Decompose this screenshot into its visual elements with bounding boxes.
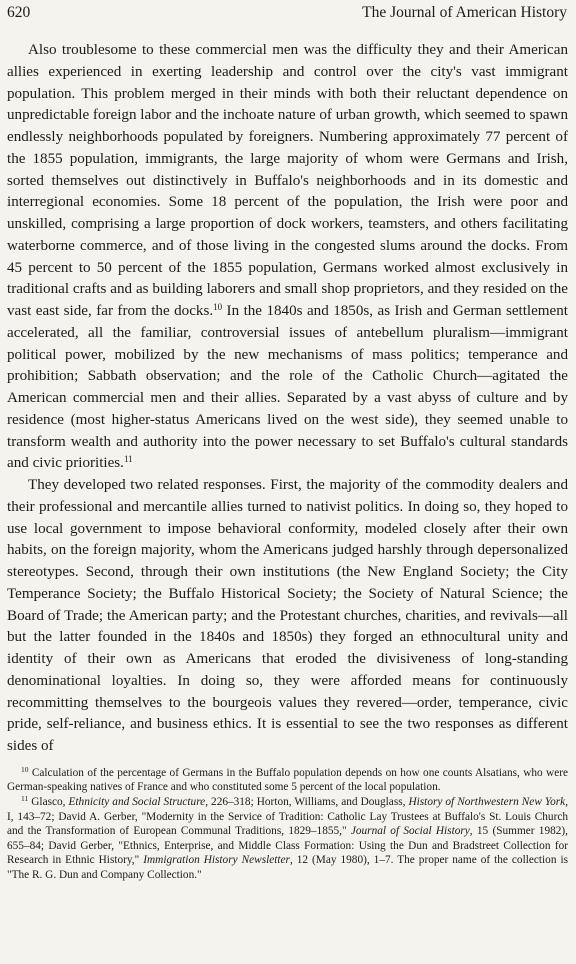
- footnote-text: , 226–318; Horton, Williams, and Douglass,: [205, 795, 409, 808]
- footnote-text: , 15 (Summer 1982), 655–84; David Gerber, "Ethnics, Enterprise, and Middle Class Formation: Using the Dun and Bradstreet Collection for Research in Ethnic History,": [7, 825, 568, 867]
- footnote-text: , I, 143–72; David A. Gerber, "Modernity in the Service of Tradition: Catholic Lay Trustees at Buffalo's St. Louis Church and the Transformation of European Communal Traditions, 1829–1855,": [7, 795, 569, 838]
- paragraph: They developed two related responses. First, the majority of the commodity dealers and their professional and mercantile allies turned to nativist politics. In doing so, they hoped to use local government to impose behavioral conformity, modeled closely after their own habits, on the foreign majority, whom the Americans judged harshly through depersonalized stereotypes. Second, through their own institutions (the New England Society; the City Temperance Society; the Buffalo Historical Society; the Society of Natural Science; the Board of Trade; the American party; and the Protestant churches, charities, and revivals—all but the latter founded in the 1840s and 1850s) they forged an ethnocultural unity and identity of their own as Americans that eroded the divisiveness of long-standing denominational loyalties. In doing so, they were afforded means for continuously recommitting themselves to the bourgeois values they revered—order, temperance, civic pride, self-reliance, and business ethics. It is essential to see the two responses as different sides of: [7, 477, 568, 754]
- footnote-text: Glasco,: [28, 795, 69, 808]
- footnote-reference: 10: [213, 302, 223, 312]
- footnote-text: , 12 (May 1980), 1–7. The proper name of the collection is "The R. G. Dun and Company Collection.": [7, 854, 568, 881]
- citation-title: History of Northwestern New York: [408, 795, 566, 808]
- article-body: [7, 40, 568, 758]
- footnote: [7, 795, 568, 883]
- footnote-reference: 11: [123, 454, 133, 465]
- page-number: 620: [7, 4, 31, 21]
- footnote-text: Calculation of the percentage of Germans in the Buffalo population depends on how one counts Alsatians, who were German-speaking natives of France and who constituted some 5 percent of the local population.: [7, 766, 568, 794]
- citation-title: Ethnicity and Social Structure: [68, 795, 206, 808]
- paragraph-text: Also troublesome to these commercial men was the difficulty they and their American allies experienced in exerting leadership and control over the city's vast immigrant population. This problem merged in their minds with both their reluctant dependence on unpredictable foreign labor and the inchoate nature of urban growth, which seemed to spawn endlessly neighborhoods populated by foreigners. Numbering approximately 77 percent of the 1855 population, immigrants, the large majority of whom were Germans and Irish, sorted themselves out distinctively in Buffalo's neighborhoods and in its domestic and interregional economies. Some 18 percent of the population, the Irish were poor and unskilled, comprising a large proportion of dock workers, teamsters, and others facilitating waterborne commerce, and of those living in the congested slums around the docks. From 45 percent to 50 percent of the 1855 population, Germans worked almost exclusively in traditional crafts and as building laborers and small shop proprietors, and they resided on the vast east side, far from the docks.: [7, 42, 568, 319]
- footnote-number: 10: [21, 764, 29, 774]
- citation-title: Journal of Social History: [350, 825, 470, 838]
- citation-title: Immigration History Newsletter: [143, 854, 290, 867]
- paragraph: [7, 40, 568, 475]
- running-head: [7, 2, 568, 24]
- journal-title: The Journal of American History: [362, 4, 567, 21]
- footnote: [7, 766, 568, 795]
- footnotes: [7, 766, 568, 883]
- footnote-number: 11: [21, 793, 29, 803]
- paragraph-text: In the 1840s and 1850s, as Irish and German settlement accelerated, all the familiar, controversial issues of antebellum pluralism—immigrant political power, mobilized by the new mechanisms of mass politics; temperance and prohibition; Sabbath observation; and the role of the Catholic Church—agitated the American commercial men and their allies. Separated by a vast abyss of culture and by residence (most higher-status Americans lived on the west side), they seemed unable to transform wealth and authority into the power necessary to set Buffalo's cultural standards and civic priorities.: [7, 303, 568, 472]
